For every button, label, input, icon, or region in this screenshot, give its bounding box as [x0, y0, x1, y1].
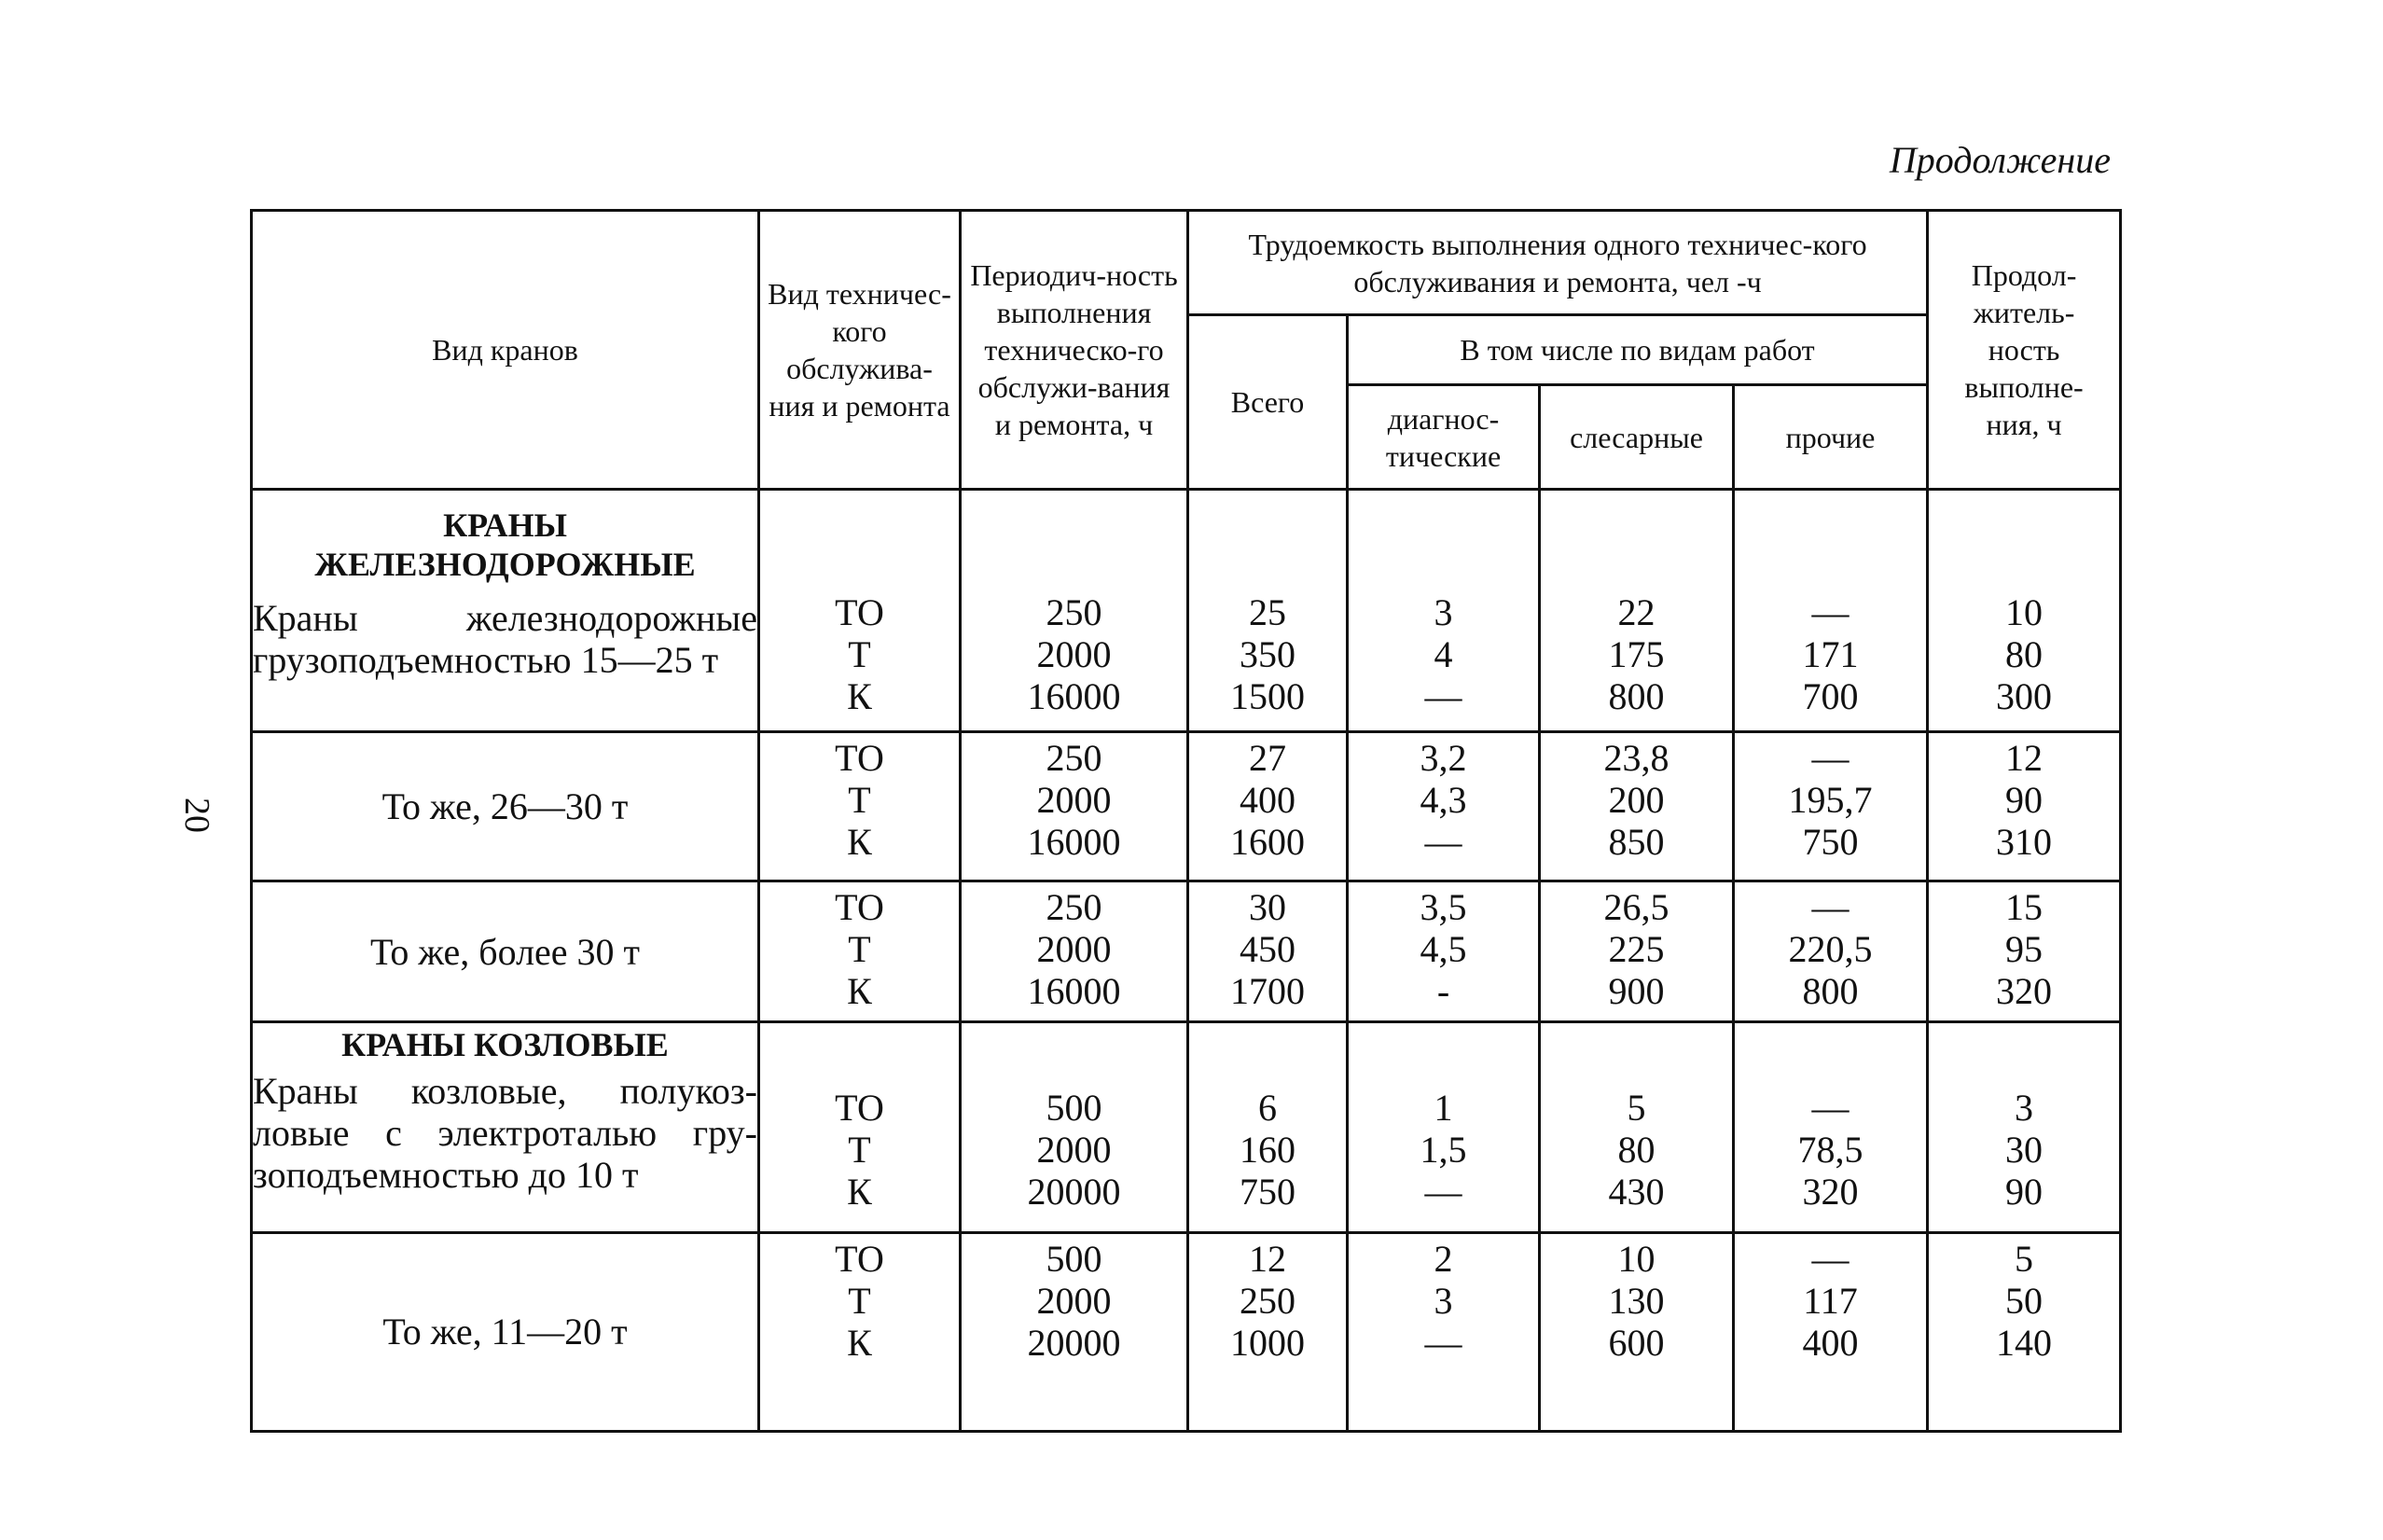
header-periodicity: Периодич-ность выполнения техническо-го обслужи-вания и ремонта, ч — [961, 211, 1188, 490]
table-row — [252, 1232, 2121, 1431]
diagnostic-value: 4,5 — [1420, 928, 1467, 971]
duration-value: 30 — [2005, 1129, 2044, 1172]
locksmith-value: 130 — [1608, 1279, 1665, 1322]
diagnostic-value: — — [1424, 820, 1462, 863]
header-crane-type: Вид кранов — [252, 211, 759, 490]
locksmith-value: 80 — [1617, 1129, 1656, 1172]
types-value: К — [847, 1171, 872, 1214]
other-value: 750 — [1802, 820, 1859, 863]
other-value: 78,5 — [1797, 1129, 1863, 1172]
types-value: Т — [848, 1129, 871, 1172]
periodicity-cell — [961, 1232, 1188, 1431]
header-service-type: Вид техничес-кого обслужива-ния и ремонта — [759, 211, 961, 490]
diagnostic-value: 4,3 — [1420, 778, 1467, 821]
types-value: ТО — [835, 736, 884, 779]
crane-name: То же, более 30 т — [369, 930, 641, 973]
periodicity-value: 16000 — [1027, 675, 1121, 717]
total-cell — [1188, 731, 1348, 881]
periodicity-value: 2000 — [1036, 928, 1112, 971]
diagnostic-value: — — [1424, 675, 1462, 717]
types-value: К — [847, 970, 872, 1013]
locksmith-cell — [1540, 490, 1734, 732]
diagnostic-cell — [1348, 881, 1540, 1022]
crane-name-cell — [252, 1022, 759, 1232]
total-value: 30 — [1249, 886, 1286, 929]
types-cell — [759, 731, 961, 881]
locksmith-value: 10 — [1617, 1237, 1656, 1280]
diagnostic-cell — [1348, 1232, 1540, 1431]
other-cell — [1734, 490, 1928, 732]
types-value: ТО — [835, 1237, 884, 1280]
types-value: Т — [848, 633, 871, 675]
other-value: 195,7 — [1788, 778, 1873, 821]
other-value: — — [1811, 1087, 1850, 1130]
locksmith-cell — [1540, 1232, 1734, 1431]
total-value: 250 — [1240, 1279, 1295, 1322]
diagnostic-cell — [1348, 1022, 1540, 1232]
page-number: 20 — [177, 798, 216, 833]
periodicity-value: 500 — [1046, 1237, 1102, 1280]
other-value: 800 — [1802, 970, 1859, 1013]
duration-value: 3 — [2015, 1087, 2034, 1130]
diagnostic-value: 1 — [1434, 1087, 1453, 1130]
types-cell — [759, 1232, 961, 1431]
periodicity-value: 2000 — [1036, 778, 1112, 821]
table-row — [252, 881, 2121, 1022]
duration-value: 5 — [2015, 1237, 2034, 1280]
table-row — [252, 490, 2121, 732]
locksmith-value: 22 — [1617, 591, 1656, 633]
group-title: КРАНЫ КОЗЛОВЫЕ — [341, 1026, 669, 1064]
periodicity-value: 20000 — [1027, 1321, 1121, 1364]
periodicity-cell — [961, 731, 1188, 881]
periodicity-value: 250 — [1046, 736, 1102, 779]
header-including: В том числе по видам работ — [1348, 315, 1928, 385]
diagnostic-value: 3,2 — [1420, 736, 1467, 779]
header-diagnostic: диагнос-тические — [1348, 385, 1540, 490]
types-value: Т — [848, 1279, 871, 1322]
duration-cell — [1928, 731, 2121, 881]
periodicity-value: 250 — [1046, 591, 1102, 633]
total-value: 400 — [1240, 778, 1295, 821]
diagnostic-cell — [1348, 731, 1540, 881]
diagnostic-value: 4 — [1434, 633, 1453, 675]
periodicity-value: 500 — [1046, 1087, 1102, 1130]
duration-value: 320 — [1996, 970, 2053, 1013]
header-total: Всего — [1188, 315, 1348, 490]
total-cell — [1188, 1022, 1348, 1232]
diagnostic-value: 3 — [1434, 1279, 1453, 1322]
group-title: КРАНЫ ЖЕЛЕЗНОДОРОЖНЫЕ — [314, 506, 696, 583]
duration-value: 15 — [2005, 886, 2044, 929]
total-value: 1000 — [1230, 1321, 1305, 1364]
duration-value: 95 — [2005, 928, 2044, 971]
duration-value: 80 — [2005, 633, 2044, 675]
types-value: К — [847, 820, 872, 863]
other-value: 320 — [1802, 1171, 1859, 1214]
total-value: 1600 — [1230, 820, 1305, 863]
header-labor-intensity: Трудоемкость выполнения одного техничес-кого обслуживания и ремонта, чел -ч — [1188, 211, 1928, 315]
duration-cell — [1928, 1022, 2121, 1232]
other-cell — [1734, 731, 1928, 881]
other-value: — — [1811, 1237, 1850, 1280]
other-value: 220,5 — [1788, 928, 1873, 971]
total-value: 12 — [1249, 1237, 1286, 1280]
other-value: — — [1811, 736, 1850, 779]
types-value: К — [847, 1321, 872, 1364]
diagnostic-value: — — [1424, 1171, 1462, 1214]
total-value: 1500 — [1230, 675, 1305, 717]
locksmith-value: 26,5 — [1603, 886, 1669, 929]
types-value: К — [847, 675, 872, 717]
periodicity-value: 2000 — [1036, 1129, 1112, 1172]
crane-name-cell — [252, 731, 759, 881]
duration-cell — [1928, 881, 2121, 1022]
periodicity-value: 16000 — [1027, 970, 1121, 1013]
diagnostic-value: — — [1424, 1321, 1462, 1364]
total-value: 27 — [1249, 736, 1286, 779]
diagnostic-value: 3 — [1434, 591, 1453, 633]
periodicity-value: 250 — [1046, 886, 1102, 929]
locksmith-cell — [1540, 1022, 1734, 1232]
locksmith-value: 23,8 — [1603, 736, 1669, 779]
other-cell — [1734, 1232, 1928, 1431]
total-value: 450 — [1240, 928, 1295, 971]
locksmith-value: 850 — [1608, 820, 1665, 863]
locksmith-value: 430 — [1608, 1171, 1665, 1214]
duration-value: 90 — [2005, 1171, 2044, 1214]
periodicity-value: 2000 — [1036, 1279, 1112, 1322]
periodicity-cell — [961, 1022, 1188, 1232]
locksmith-value: 600 — [1608, 1321, 1665, 1364]
table-row — [252, 1022, 2121, 1232]
locksmith-value: 800 — [1608, 675, 1665, 717]
crane-name-cell — [252, 1232, 759, 1431]
locksmith-value: 5 — [1627, 1087, 1646, 1130]
types-value: ТО — [835, 591, 884, 633]
crane-name: Краны козловые, полукоз-ловые с электроталью гру-зоподъемностью до 10 т — [253, 1070, 757, 1197]
crane-name-cell — [252, 881, 759, 1022]
duration-value: 90 — [2005, 778, 2044, 821]
other-value: 400 — [1802, 1321, 1859, 1364]
diagnostic-value: 2 — [1434, 1237, 1453, 1280]
locksmith-cell — [1540, 731, 1734, 881]
locksmith-cell — [1540, 881, 1734, 1022]
total-value: 1700 — [1230, 970, 1305, 1013]
periodicity-value: 16000 — [1027, 820, 1121, 863]
continued-label: Продолжение — [1889, 139, 2111, 181]
other-value: 700 — [1802, 675, 1859, 717]
periodicity-cell — [961, 881, 1188, 1022]
types-value: ТО — [835, 886, 884, 929]
types-value: Т — [848, 928, 871, 971]
duration-value: 140 — [1996, 1321, 2053, 1364]
total-value: 750 — [1240, 1171, 1295, 1214]
other-value: 171 — [1802, 633, 1859, 675]
types-cell — [759, 881, 961, 1022]
total-cell — [1188, 1232, 1348, 1431]
types-cell — [759, 490, 961, 732]
types-value: ТО — [835, 1087, 884, 1130]
crane-name: Краны железнодорожные грузоподъемностью 15—25 т — [253, 597, 757, 681]
types-value: Т — [848, 778, 871, 821]
header-duration: Продол-житель-ность выполне-ния, ч — [1928, 211, 2121, 490]
table-row — [252, 731, 2121, 881]
periodicity-value: 2000 — [1036, 633, 1112, 675]
total-value: 25 — [1249, 591, 1286, 633]
other-value: 117 — [1803, 1279, 1858, 1322]
crane-name-cell — [252, 490, 759, 732]
periodicity-value: 20000 — [1027, 1171, 1121, 1214]
total-cell — [1188, 881, 1348, 1022]
duration-cell — [1928, 490, 2121, 732]
other-cell — [1734, 881, 1928, 1022]
periodicity-cell — [961, 490, 1188, 732]
locksmith-value: 175 — [1608, 633, 1665, 675]
locksmith-value: 900 — [1608, 970, 1665, 1013]
total-cell — [1188, 490, 1348, 732]
crane-name: То же, 26—30 т — [381, 785, 629, 827]
diagnostic-value: 3,5 — [1420, 886, 1467, 929]
duration-value: 300 — [1996, 675, 2053, 717]
other-value: — — [1811, 886, 1850, 929]
locksmith-value: 200 — [1608, 778, 1665, 821]
types-cell — [759, 1022, 961, 1232]
diagnostic-cell — [1348, 490, 1540, 732]
maintenance-table — [250, 209, 2122, 1433]
diagnostic-value: - — [1436, 970, 1450, 1013]
duration-value: 50 — [2005, 1279, 2044, 1322]
duration-value: 310 — [1996, 820, 2053, 863]
header-other: прочие — [1734, 385, 1928, 490]
header-locksmith: слесарные — [1540, 385, 1734, 490]
diagnostic-value: 1,5 — [1420, 1129, 1467, 1172]
total-value: 160 — [1240, 1129, 1295, 1172]
duration-value: 10 — [2005, 591, 2044, 633]
locksmith-value: 225 — [1608, 928, 1665, 971]
total-value: 6 — [1258, 1087, 1277, 1130]
duration-cell — [1928, 1232, 2121, 1431]
other-cell — [1734, 1022, 1928, 1232]
crane-name: То же, 11—20 т — [382, 1311, 628, 1353]
other-value: — — [1811, 591, 1850, 633]
total-value: 350 — [1240, 633, 1295, 675]
duration-value: 12 — [2005, 736, 2044, 779]
